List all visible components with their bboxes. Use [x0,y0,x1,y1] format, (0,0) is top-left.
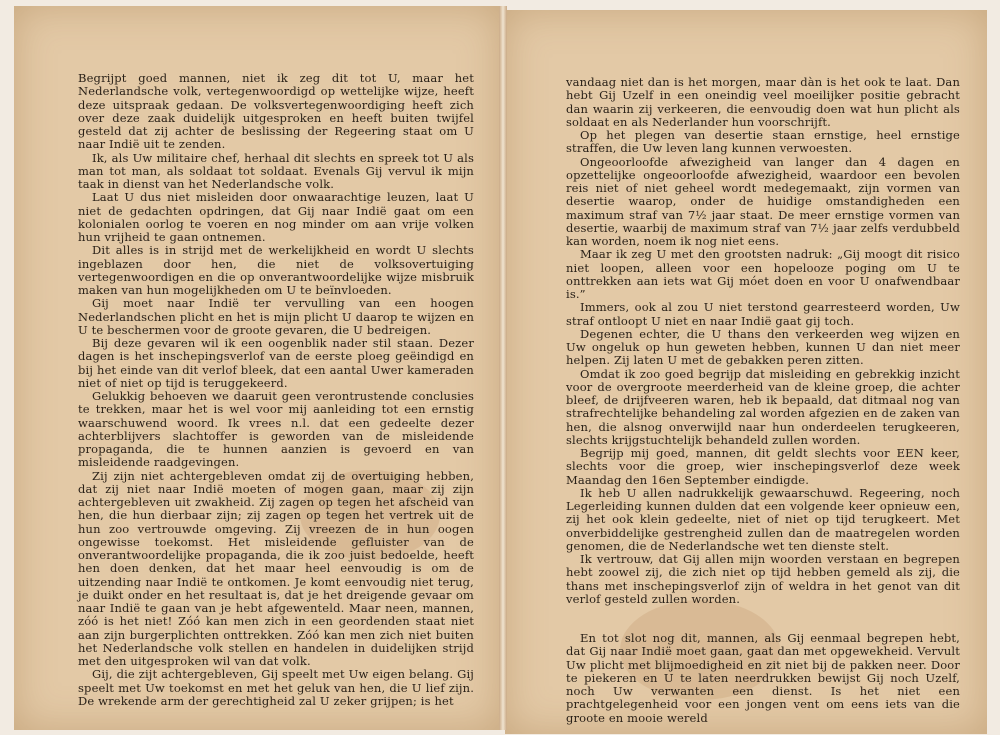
paragraph: Ik heb U allen nadrukkelijk gewaarschuwd. Regeering, noch Legerleiding kunnen dulden dat een volgende keer opnieuw een, zij het ook klein gedeelte, niet of niet op tijd terugkeert. Met onverbiddelijke gestrengheid zullen dan de maatregelen worden genomen, die de Nederlandsche wet ten dienste stelt. [566,485,960,553]
paragraph: Begrijpt goed mannen, niet ik zeg dit tot U, maar het Nederlandsche volk, vertegenwoordigd op wettelijke wijze, heeft deze uitspraak gedaan. De volksvertegenwoordiging heeft zich over deze zaak duidelijk uitgesproken en heeft buiten twijfel gesteld dat zij achter de beslissing der Regeering staat om U naar Indië uit te zenden. [78,71,474,152]
paragraph: Bij deze gevaren wil ik een oogenblik nader stil staan. Dezer dagen is het inschepingsverlof van de eerste ploeg geëindigd en bij het einde van dit verlof bleek, dat een aantal Uwer kameraden niet of niet op tijd is teruggekeerd. [78,336,474,390]
right-page-text [566,76,960,725]
closing-paragraph: En tot slot nog dit, mannen, als Gij eenmaal begrepen hebt, dat Gij naar Indië moet gaan, gaat dan met opgewekheid. Vervult Uw plicht met blijmoedigheid en zit niet bij de pakken neer. Door te piekeren en U te laten neerdrukken bewijst Gij noch Uzelf, noch Uw verwanten een dienst. Is het niet een prachtgelegenheid voor een jongen vent om eens iets van die groote en mooie wereld [566,631,960,725]
paragraph: Begrijp mij goed, mannen, dit geldt slechts voor EEN keer, slechts voor die groep, wier inschepingsverlof deze week Maandag den 16en September eindigde. [566,446,960,487]
paragraph: vandaag niet dan is het morgen, maar dàn is het ook te laat. Dan hebt Gij Uzelf in een oneindig veel moeilijker positie gebracht dan waarin zij verkeeren, die eenvoudig doen wat hun plicht als soldaat en als Nederlander hun voorschrijft. [566,75,960,129]
paragraph: Ik, als Uw militaire chef, herhaal dit slechts en spreek tot U als man tot man, als soldaat tot soldaat. Evenals Gij vervul ik mijn taak in dienst van het Nederlandsche volk. [78,150,474,191]
paragraph: Maar ik zeg U met den grootsten nadruk: „Gij moogt dit risico niet loopen, alleen voor een hopelooze poging om U te onttrekken aan iets wat Gij móet doen en voor U onafwendbaar is.” [566,247,960,301]
paragraph: Ik vertrouw, dat Gij allen mijn woorden verstaan en begrepen hebt zoowel zij, die zich niet op tijd hebben gemeld als zij, die thans met inschepingsverlof zijn of weldra in het genot van dit verlof gesteld zullen worden. [566,552,960,606]
paragraph: Dit alles is in strijd met de werkelijkheid en wordt U slechts ingeblazen door hen, die niet de volksovertuiging vertegenwoordigen en die op onverantwoordelijke wijze misbruik maken van hun mogelijkheden om U te beïnvloeden. [78,243,474,297]
paragraph: Gij moet naar Indië ter vervulling van een hoogen Nederlandschen plicht en het is mijn plicht U daarop te wijzen en U te beschermen voor de groote gevaren, die U bedreigen. [78,296,474,337]
paragraph: Zij zijn niet achtergebleven omdat zij de overtuiging hebben, dat zij niet naar Indië moeten of mogen gaan, maar zij zijn achtergebleven uit zwakheid. Zij zagen op tegen het afscheid van hen, die hun dierbaar zijn; zij zagen op tegen het vertrek uit de hun zoo vertrouwde omgeving. Zij vreezen de in hun oogen ongewisse toekomst. Het misleidende gefluister van de onverantwoordelijke propaganda, die ik zoo juist bedoelde, heeft hen doen denken, dat het maar heel eenvoudig is om de uitzending naar Indië te ontkomen. Je komt eenvoudig niet terug, je duikt onder en het resultaat is, dat je het dreigende gevaar om naar Indië te gaan van je hebt afgewenteld. Maar neen, mannen, zóó is het niet! Zóó kan men zich in een geordenden staat niet aan zijn burgerplichten onttrekken. Zóó kan men zich niet buiten het Nederlandsche volk stellen en handelen in duidelijken strijd met den uitgesproken wil van dat volk. [78,468,474,668]
paragraph: Ongeoorloofde afwezigheid van langer dan 4 dagen en opzettelijke ongeoorloofde afwezigheid, waardoor een bevolen reis niet of niet geheel wordt medegemaakt, zijn vormen van desertie waarop, onder de huidige omstandigheden een maximum straf van 7½ jaar staat. De meer ernstige vormen van desertie, waarbij de maximum straf van 7½ jaar zelfs verdubbeld kan worden, noem ik nog niet eens. [566,154,960,248]
paragraph: Degenen echter, die U thans den verkeerden weg wijzen en Uw ongeluk op hun geweten hebben, kunnen U dan niet meer helpen. Zij laten U met de gebakken peren zitten. [566,326,960,368]
paragraph: Op het plegen van desertie staan ernstige, heel ernstige straffen, die Uw leven lang kunnen verwoesten. [566,128,960,156]
paragraph: Immers, ook al zou U niet terstond gearresteerd worden, Uw straf ontloopt U niet en naar Indië gaat gij toch. [566,300,960,328]
center-fold [499,6,507,730]
paragraph: Laat U dus niet misleiden door onwaarachtige leuzen, laat U niet de gedachten opdringen, dat Gij naar Indië gaat om een kolonialen oorlog te voeren en nog minder om aan vrije volken hun vrijheid te gaan ontnemen. [78,190,474,244]
paragraph: Omdat ik zoo goed begrijp dat misleiding en gebrekkig inzicht voor de overgroote meerderheid van de kleine groep, die achter bleef, de drijfveeren waren, heb ik bepaald, dat ditmaal nog van strafrechtelijke behandeling zal worden afgezien en de zaken van hen, die alsnog onverwijld naar hun onderdeelen terugkeeren, slechts krijgstuchtelijk behandeld zullen worden. [566,366,960,447]
paragraph: Gelukkig behoeven we daaruit geen verontrustende conclusies te trekken, maar het is wel voor mij aanleiding tot een ernstig waarschuwend woord. Ik vrees n.l. dat een gedeelte dezer achterblijvers slachtoffer is geworden van de misleidende propaganda, die te hunnen aanzien is gevoerd en van misleidende raadgevingen. [78,389,474,470]
paragraph: Gij, die zijt achtergebleven, Gij speelt met Uw eigen belang. Gij speelt met Uw toekomst en met het geluk van hen, die U lief zijn. De wrekende arm der gerechtigheid zal U zeker grijpen; is het [78,667,474,708]
left-page-text [78,72,474,708]
